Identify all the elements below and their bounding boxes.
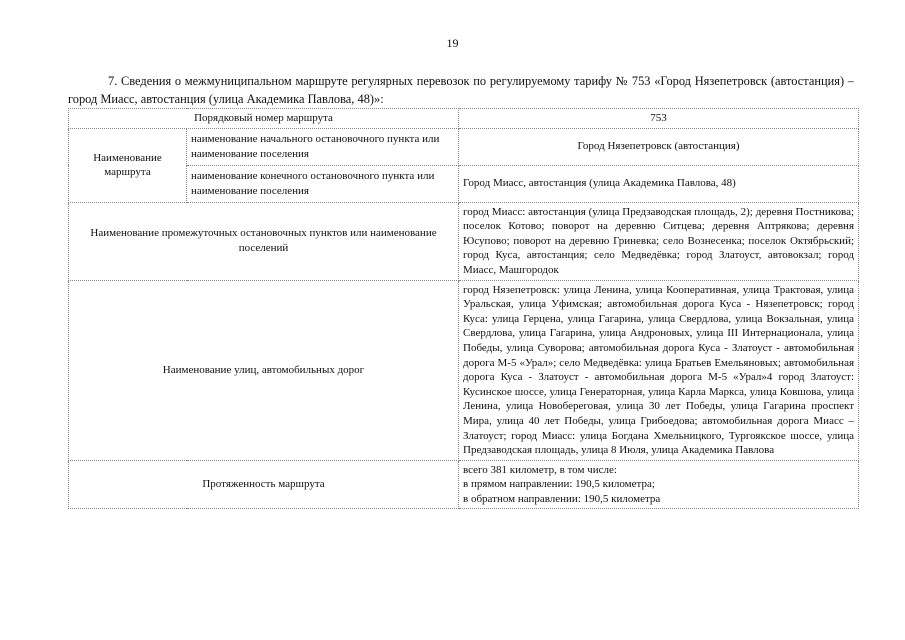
- streets-value: город Нязепетровск: улица Ленина, улица Кооперативная, улица Трактовая, улица Уральская, улица Уфимская; автомобильная дорога Куса - Нязепетровск; город Куса: улица Герцена, улица Гагарина, улица Свердлова, улица Вокзальная, улица Свердлова, улица Гагарина, улица Андроновых, улица III Интернационала, улица Победы, улица Суворова; автомобильная дорога Куса - Златоуст - автомобильная дорога М-5 «Урал»; село Медведёвка: улица Братьев Емельяновых; автомобильная дорога Куса - Златоуст - автомобильная дорога М-5 «Урал»4 город Златоуст: Кусинское шоссе, улица Генераторная, улица Карла Маркса, улица Ковшова, улица Ленина, улица Новобереговая, улица 30 лет Победы, улица Гагарина проспект Мира, улица 40 лет Победы, улица Грибоедова; автомобильная дорога Миасс – Златоуст; город Миасс: улица Богдана Хмельницкого, Тургоякское шоссе, улица Предзаводская площадь, улица 8 Июля, улица Академика Павлова: [459, 280, 859, 460]
- end-point-label: наименование конечного остановочного пункта или наименование поселения: [187, 165, 459, 202]
- route-length-backward: в обратном направлении: 190,5 километра: [463, 492, 661, 505]
- table-row-streets: [69, 280, 859, 460]
- route-length-value: [459, 460, 859, 509]
- page-number: 19: [446, 36, 459, 50]
- table-row-start-point: [69, 128, 859, 165]
- route-number-label: Порядковый номер маршрута: [69, 109, 459, 129]
- intermediate-stops-value: город Миасс: автостанция (улица Предзаводская площадь, 2); деревня Постникова; поселок Котово; поворот на деревню Ситцева; деревня Аптрякова; деревня Юсупово; поворот на деревню Гриневка; село Вознесенка; поселок Октябрьский; город Куса, автостанция; село Медведёвка; город Златоуст, автовокзал; город Миасс, Машгородок: [459, 202, 859, 280]
- route-info-table: [68, 108, 859, 509]
- section-heading-text: 7. Сведения о межмуниципальном маршруте регулярных перевозок по регулируемому тарифу № 753 «Город Нязепетровск (автостанция) – город Миасс, автостанция (улица Академика Павлова, 48)»:: [68, 74, 854, 106]
- route-number-value: 753: [459, 109, 859, 129]
- route-length-total: всего 381 километр, в том числе:: [463, 463, 617, 476]
- route-length-label: Протяженность маршрута: [69, 460, 459, 509]
- table-row-end-point: [69, 165, 859, 202]
- table-row-intermediate: [69, 202, 859, 280]
- intermediate-stops-label: Наименование промежуточных остановочных пунктов или наименование поселений: [69, 202, 459, 280]
- start-point-label: наименование начального остановочного пункта или наименование поселения: [187, 128, 459, 165]
- start-point-value: Город Нязепетровск (автостанция): [459, 128, 859, 165]
- streets-label: Наименование улиц, автомобильных дорог: [69, 280, 459, 460]
- table-row-length: [69, 460, 859, 509]
- end-point-value: Город Миасс, автостанция (улица Академика Павлова, 48): [459, 165, 859, 202]
- route-name-label: Наименование маршрута: [69, 128, 187, 202]
- route-length-forward: в прямом направлении: 190,5 километра;: [463, 478, 655, 491]
- section-heading: [68, 72, 854, 108]
- table-row-route-number: [69, 109, 859, 129]
